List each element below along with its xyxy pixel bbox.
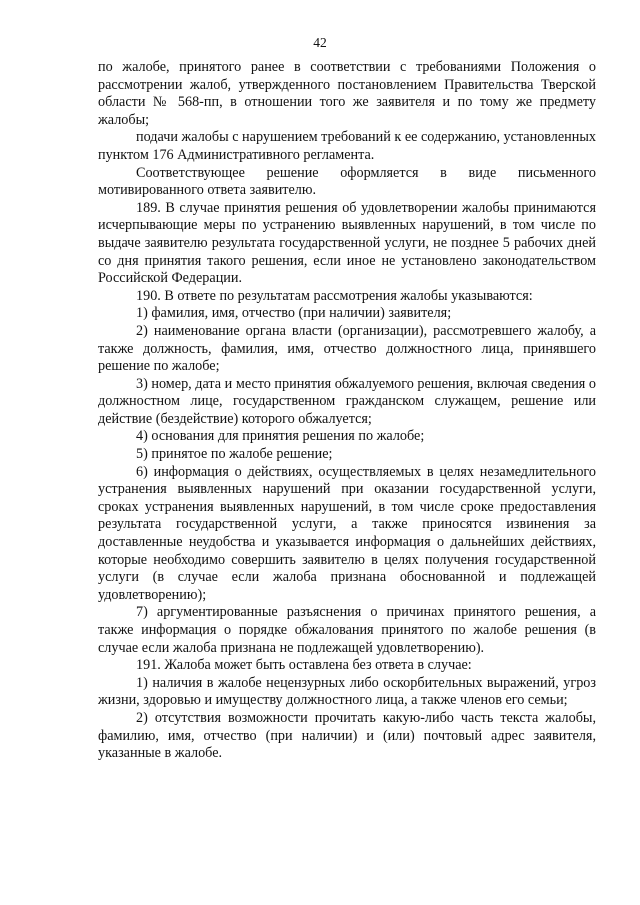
paragraph-190: 190. В ответе по результатам рассмотрения жалобы указываются: bbox=[136, 287, 533, 304]
paragraph-189: 189. В случае принятия решения об удовлетворении жалобы принимаются исчерпывающие меры по устранению выявленных нарушений, в том числе по выдаче заявителю результата государственной услуги, не позднее 5 рабочих дней со дня принятия такого решения, если иное не установлено законодательством Российской Федерации. bbox=[98, 199, 596, 287]
paragraph-continuation: по жалобе, принятого ранее в соответствии с требованиями Положения о рассмотрении жалоб, утвержденного постановлением Правительства Тверской области № 568-пп, в отношении того же заявителя и по тому же предмету жалобы; bbox=[98, 59, 596, 128]
list-item-190-2: 2) наименование органа власти (организации), рассмотревшего жалобу, а также должность, фамилия, имя, отчество должностного лица, принявшего решение по жалобе; bbox=[98, 322, 596, 375]
paragraph-filing-violation: подачи жалобы с нарушением требований к ее содержанию, установленных пунктом 176 Административного регламента. bbox=[98, 129, 596, 163]
list-item-191-1: 1) наличия в жалобе нецензурных либо оскорбительных выражений, угроз жизни, здоровью и имуществу должностного лица, а также членов его семьи; bbox=[98, 674, 596, 709]
page-number: 42 bbox=[313, 35, 327, 50]
document-body bbox=[98, 59, 596, 763]
paragraph-decision-form: Соответствующее решение оформляется в виде письменного мотивированного ответа заявителю. bbox=[98, 164, 596, 199]
list-item-190-7: 7) аргументированные разъяснения о причинах принятого решения, а также информация о порядке обжалования принятого по жалобе решения (в случае если жалоба признана не подлежащей удовлетворению). bbox=[98, 604, 596, 656]
list-item-190-6: 6) информация о действиях, осуществляемых в целях незамедлительного устранения выявленных нарушений при оказании государственной услуги, сроках устранения выявленных нарушений, в том числе сроке предоставления результата государственной услуги, а также приносятся извинения за доставленные неудобства и указывается информация о дальнейших действиях, которые необходимо совершить заявителю в целях получения государственной услуги (в случае если жалоба признана обоснованной и подлежащей удовлетворению); bbox=[98, 463, 596, 603]
list-item-191-2: 2) отсутствия возможности прочитать какую-либо часть текста жалобы, фамилию, имя, отчество (при наличии) и (или) почтовый адрес заявителя, указанные в жалобе. bbox=[98, 709, 596, 762]
list-item-190-3: 3) номер, дата и место принятия обжалуемого решения, включая сведения о должностном лице, государственном гражданском служащем, решение или действие (бездействие) которого обжалуется; bbox=[98, 375, 596, 427]
list-item-190-4: 4) основания для принятия решения по жалобе; bbox=[136, 428, 425, 445]
list-item-190-1: 1) фамилия, имя, отчество (при наличии) заявителя; bbox=[136, 305, 452, 322]
paragraph-191: 191. Жалоба может быть оставлена без ответа в случае: bbox=[136, 657, 472, 674]
list-item-190-5: 5) принятое по жалобе решение; bbox=[136, 446, 333, 463]
